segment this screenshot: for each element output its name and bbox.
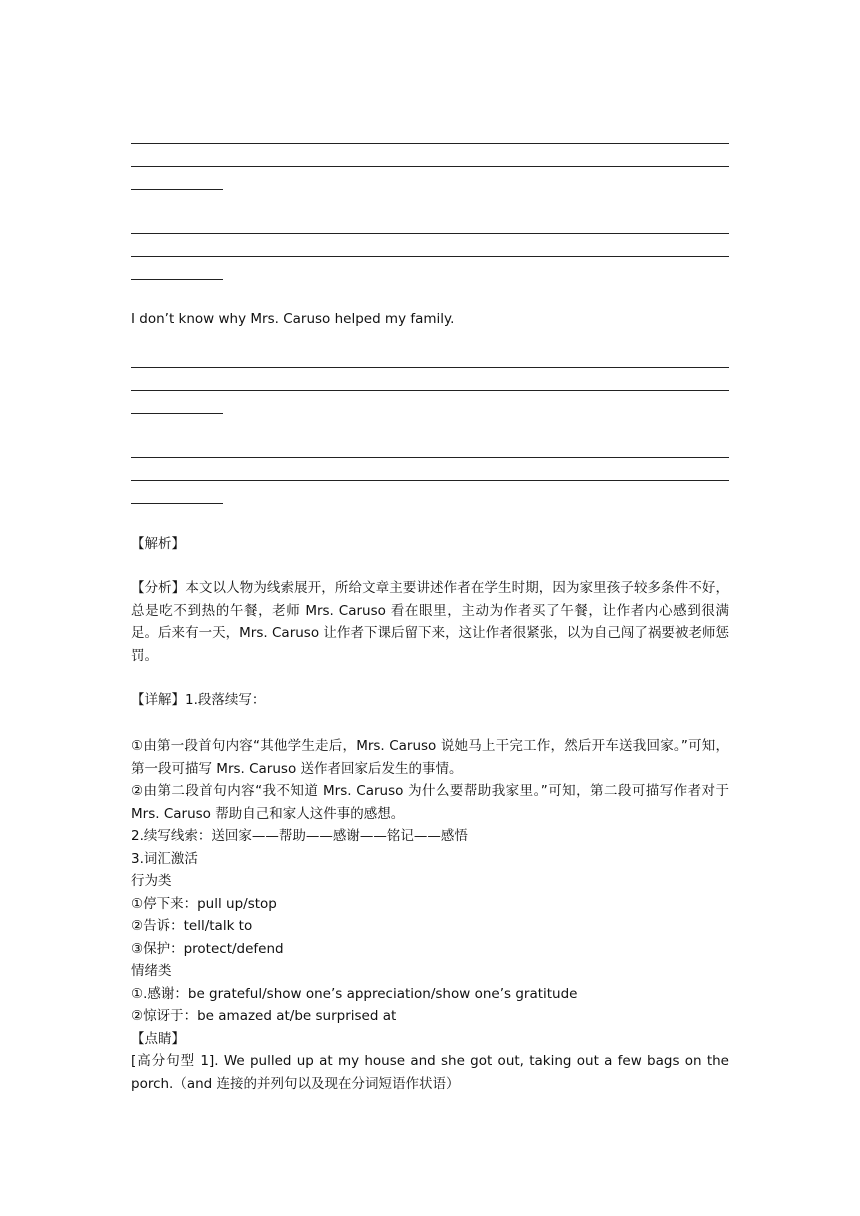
blank-line	[131, 503, 223, 504]
vocab-heading: 3.词汇激活	[131, 850, 198, 867]
blank-line	[131, 279, 223, 280]
blank-line	[131, 390, 729, 391]
jiexi-heading: 【解析】	[131, 536, 185, 552]
clue-line: 2.续写线索：送回家——帮助——感谢——铭记——感悟	[131, 828, 468, 844]
paragraph-prompt: I don’t know why Mrs. Caruso helped my family.	[131, 311, 455, 327]
answer-lines-group-4	[131, 457, 729, 526]
analysis-paragraph	[131, 577, 729, 667]
vocab-item: ①.感谢：be grateful/show one’s appreciation/show one’s gratitude	[131, 985, 578, 1002]
blank-line	[131, 480, 729, 481]
vocab-category-emotion: 情绪类	[131, 963, 172, 979]
dianjing-heading: 【点睛】	[131, 1030, 185, 1047]
detail-point-2: ②由第二段首句内容“我不知道 Mrs. Caruso 为什么要帮助我家里。”可知，第二段可描写作者对于 Mrs. Caruso 帮助自己和家人这件事的感想。	[131, 783, 729, 822]
detail-body	[131, 735, 729, 1095]
blank-line	[131, 189, 223, 190]
blank-line	[131, 166, 729, 167]
analysis-text: 【分析】本文以人物为线索展开，所给文章主要讲述作者在学生时期，因为家里孩子较多条件不好，总是吃不到热的午餐，老师 Mrs. Caruso 看在眼里，主动为作者买了午餐，让作者内心感到很满足。后来有一天，Mrs. Caruso 让作者下课后留下来，这让作者很紧张，以为自己闯了祸要被老师惩罚。	[131, 580, 729, 664]
blank-line	[131, 233, 729, 234]
blank-line	[131, 367, 729, 368]
vocab-item: ③保护：protect/defend	[131, 940, 284, 957]
answer-lines-group-2	[131, 233, 729, 302]
vocab-category-action: 行为类	[131, 873, 172, 889]
sentence-pattern: [高分句型 1]. We pulled up at my house and she got out, taking out a few bags on the porch.（and 连接的并列句以及现在分词短语作状语）	[131, 1053, 729, 1092]
detail-point-1: ①由第一段首句内容“其他学生走后，Mrs. Caruso 说她马上干完工作，然后开车送我回家。”可知，第一段可描写 Mrs. Caruso 送作者回家后发生的事情。	[131, 738, 729, 777]
blank-line	[131, 256, 729, 257]
answer-lines-group-3	[131, 367, 729, 436]
blank-line	[131, 413, 223, 414]
vocab-item: ②惊讶于：be amazed at/be surprised at	[131, 1008, 397, 1024]
vocab-item: ①停下来：pull up/stop	[131, 895, 277, 912]
answer-lines-group-1	[131, 143, 729, 212]
detail-heading: 【详解】1.段落续写：	[131, 692, 266, 708]
blank-line	[131, 143, 729, 144]
blank-line	[131, 457, 729, 458]
vocab-item: ②告诉：tell/talk to	[131, 918, 253, 934]
